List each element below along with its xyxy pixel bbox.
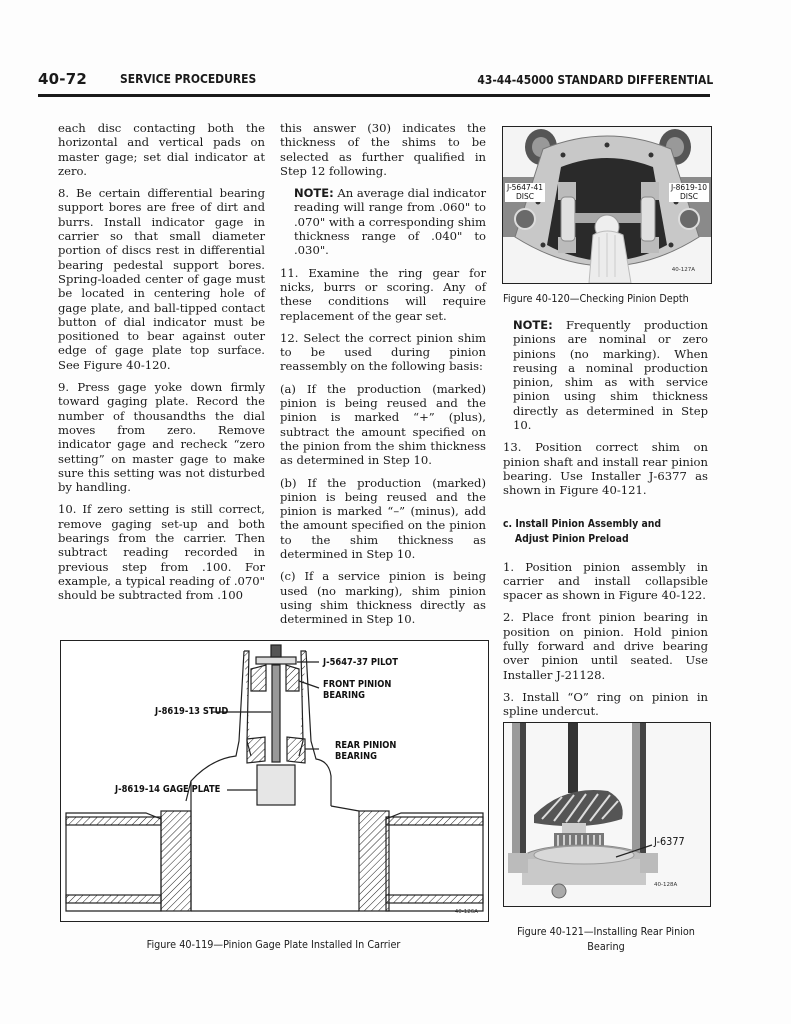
figure-40-119-diagram [60, 640, 489, 922]
label-disc-right: J-8619-10 DISC [671, 183, 707, 201]
step-11: 11. Examine the ring gear for nicks, burrs or scoring. Any of these conditions will require replacement of the gear set. [280, 265, 486, 323]
step-12a: (a) If the production (marked) pinion is being reused and the pinion is marked “+” (plus), subtract the amount specified on the pinion from the shim thickness as determined in Step 10. [280, 381, 486, 468]
figure-40-119-caption: Figure 40-119—Pinion Gage Plate Installed In Carrier [146, 939, 401, 951]
caption-line-1: Figure 40-121—Installing Rear Pinion [517, 926, 695, 938]
step-c2: 2. Place front pinion bearing in position on pinion. Hold pinion fully forward and drive bearing over pinion until seated. Use Installer J-21128. [503, 610, 708, 682]
section-heading [503, 516, 677, 546]
note [503, 318, 708, 432]
step-12c: (c) If a service pinion is being used (no marking), shim pinion using shim thickness directly as determined in Step 10. [280, 569, 486, 627]
step-8: 8. Be certain differential bearing support bores are free of dirt and burrs. Install indicator gage in carrier so that small diameter portion of discs rest in differential bearing pedestal support bores. Spring-loaded center of gage must be located in centering hole of gage plate, and ball-tipped contact button of dial indicator must be positioned to bear against outer edge of gage plate top surface. See Figure 40-120. [58, 186, 265, 372]
page-header [38, 70, 468, 92]
text-column-3 [503, 318, 708, 727]
section-heading-line-1: c. Install Pinion Assembly and [503, 516, 662, 530]
paragraph-continued: this answer (30) indicates the thickness of the shims to be selected as further qualified in Step 12 following. [280, 121, 486, 178]
label-disc-left: J-5647-41 DISC [507, 183, 543, 201]
figure-40-120-photo [502, 126, 712, 284]
label-stud: J-8619-13 STUD [155, 706, 229, 717]
section-title: SERVICE PROCEDURES [120, 71, 257, 86]
step-10: 10. If zero setting is still correct, remove gaging set-up and both bearings from the carrier. Then subtract reading recorded in previous step from .100. For example, a typical reading of .070" should be subtracted from .100 [58, 502, 265, 603]
image-id: 40-126A [454, 909, 478, 915]
label-pilot: J-5647-37 PILOT [323, 657, 398, 668]
image-id: 40-127A [671, 267, 695, 273]
figure-40-120-caption: Figure 40-120—Checking Pinion Depth [503, 293, 689, 305]
chapter-title: 43-44-45000 STANDARD DIFFERENTIAL [477, 72, 713, 87]
text-column-2 [280, 121, 486, 635]
text-column-1 [58, 121, 265, 611]
step-c3: 3. Install “O” ring on pinion in spline undercut. [503, 689, 708, 719]
note-label: NOTE: [294, 186, 334, 201]
label-gage-plate: J-8619-14 GAGE PLATE [115, 784, 221, 795]
step-12: 12. Select the correct pinion shim to be used during pinion reassembly on the following basis: [280, 330, 486, 374]
paragraph-continued: each disc contacting both the horizontal and vertical pads on master gage; set dial indicator at zero. [58, 121, 265, 178]
note-label: NOTE: [513, 318, 553, 332]
note [280, 186, 486, 257]
step-12b: (b) If the production (marked) pinion is being reused and the pinion is marked “–” (minus), add the amount specified on the pinion to the shim thickness as determined in Step 10. [280, 475, 486, 562]
label-j-6377: J-6377 [654, 835, 685, 848]
page-number: 40-72 [38, 70, 87, 88]
label-rear-pinion-bearing: REAR PINION BEARING [335, 740, 397, 762]
section-heading-line-2: Adjust Pinion Preload [514, 531, 629, 545]
note-text: An average dial indicator reading will range from .060" to .070" with a corresponding shim thickness range of .040" to .030". [294, 186, 486, 258]
note-text: Frequently production pinions are nominal or zero pinions (no marking). When reusing a nominal production pinion, shim as with service pinion using shim thickness directly as determined in Step 10. [513, 318, 708, 433]
step-9: 9. Press gage yoke down firmly toward gaging plate. Record the number of thousandths the dial moves from zero. Remove indicator gage and recheck “zero setting” on master gage to make sure this setting was not disturbed by handling. [58, 380, 265, 495]
image-id: 40-128A [654, 882, 678, 888]
header-rule [38, 94, 710, 97]
figure-40-121-caption [511, 925, 701, 955]
figure-40-121-photo [503, 722, 711, 907]
press-installer-illustration [504, 723, 710, 906]
step-13: 13. Position correct shim on pinion shaft and install rear pinion bearing. Use Installer J-6377 as shown in Figure 40-121. [503, 440, 708, 498]
step-c1: 1. Position pinion assembly in carrier and install collapsible spacer as shown in Figure 40-122. [503, 559, 708, 603]
pinion-gage-diagram [61, 641, 488, 921]
label-front-pinion-bearing: FRONT PINION BEARING [323, 679, 392, 701]
carrier-housing-illustration [503, 127, 711, 283]
caption-line-2: Bearing [587, 941, 625, 953]
